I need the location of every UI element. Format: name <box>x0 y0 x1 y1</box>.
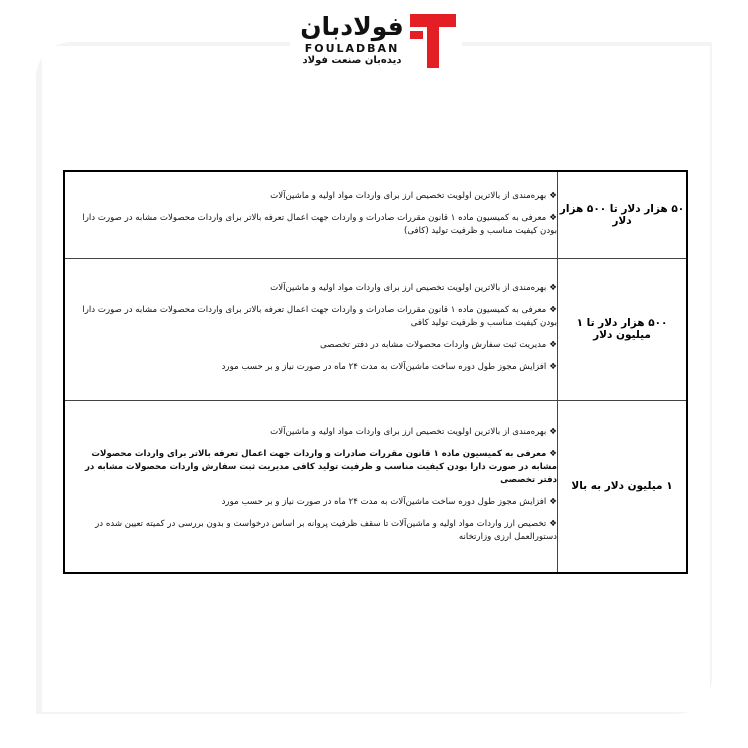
bullet-icon: ❖ <box>549 427 557 438</box>
fouladban-logo-icon <box>410 14 456 68</box>
bullet-icon: ❖ <box>549 190 557 201</box>
list-item: ❖مدیریت ثبت سفارش واردات محصولات مشابه در دفتر تخصصی <box>319 340 557 350</box>
bullet-icon: ❖ <box>549 362 557 372</box>
list-item: ❖بهره‌مندی از بالاترین اولویت تخصیص ارز برای واردات مواد اولیه و ماشین‌آلات <box>270 283 557 293</box>
list-item: ❖بهره‌مندی از بالاترین اولویت تخصیص ارز برای واردات مواد اولیه و ماشین‌آلات <box>270 190 557 201</box>
row-label: ۵۰ هزار دلار تا ۵۰۰ هزار دلار <box>558 171 688 258</box>
list-item: ❖تخصیص ارز واردات مواد اولیه و ماشین‌آلات تا سقف ظرفیت پروانه بر اساس درخواست و بدون بررسی در کمیته تعیین شده در دستورالعمل ارزی وزارتخانه <box>95 519 557 543</box>
table-row <box>64 258 687 400</box>
row-content <box>64 171 558 258</box>
logo-english-name: FOULADBAN <box>304 42 400 55</box>
incentives-table <box>63 170 688 574</box>
list-item: ❖بهره‌مندی از بالاترین اولویت تخصیص ارز برای واردات مواد اولیه و ماشین‌آلات <box>270 427 557 438</box>
logo-persian-name: فولادبان <box>300 12 404 41</box>
list-item: ❖معرفی به کمیسیون ماده ۱ قانون مقررات صادرات و واردات جهت اعمال تعرفه بالاتر برای واردات محصولات مشابه در صورت دارا بودن کیفیت مناسب و ظرفیت تولید کافی مدیریت ثبت سفارش واردات محصولات مشابه در دفتر تخصصی <box>84 449 557 486</box>
bullet-icon: ❖ <box>549 212 557 223</box>
row-label: ۵۰۰ هزار دلار تا ۱ میلیون دلار <box>558 258 688 400</box>
list-item: ❖افزایش مجوز طول دوره ساخت ماشین‌آلات به مدت ۲۴ ماه در صورت نیاز و بر حسب مورد <box>221 497 557 508</box>
row-content <box>64 400 558 573</box>
list-item: ❖معرفی به کمیسیون ماده ۱ قانون مقررات صادرات و واردات جهت اعمال تعرفه بالاتر برای واردات محصولات مشابه در صورت دارا بودن کیفیت مناسب و ظرفیت تولید کافی <box>82 305 557 328</box>
list-item: ❖افزایش مجوز طول دوره ساخت ماشین‌آلات به مدت ۲۴ ماه در صورت نیاز و بر حسب مورد <box>221 362 557 372</box>
bullet-icon: ❖ <box>549 340 557 350</box>
row-content <box>64 258 558 400</box>
list-item: ❖معرفی به کمیسیون ماده ۱ قانون مقررات صادرات و واردات جهت اعمال تعرفه بالاتر برای واردات محصولات مشابه در صورت دارا بودن کیفیت مناسب و ظرفیت تولید (کافی) <box>82 212 557 236</box>
table-row <box>64 171 687 258</box>
row-label: ۱ میلیون دلار به بالا <box>558 400 688 573</box>
bullet-icon: ❖ <box>549 497 557 508</box>
bullet-icon: ❖ <box>549 519 557 530</box>
table-row <box>64 400 687 573</box>
bullet-icon: ❖ <box>549 449 557 460</box>
logo-tagline: دیده‌بان صنعت فولاد <box>302 55 402 66</box>
bullet-icon: ❖ <box>549 305 557 315</box>
bullet-icon: ❖ <box>549 283 557 293</box>
